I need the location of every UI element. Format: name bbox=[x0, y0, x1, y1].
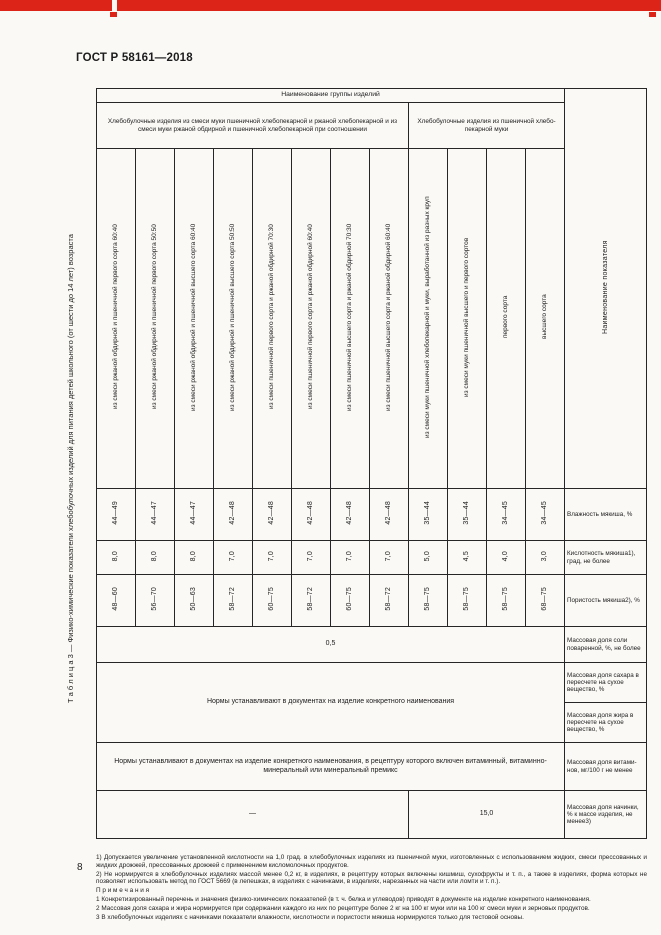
row-label-cell: Массовая доля соли поваренной, %, не более bbox=[565, 627, 647, 663]
row-label-cell: Пористость мякиша2), % bbox=[565, 575, 647, 627]
value-cell: 35—44 bbox=[409, 489, 448, 541]
physico-chemical-indicators-table bbox=[96, 88, 647, 839]
value-cell: 58—75 bbox=[487, 575, 526, 627]
value-cell: 58—72 bbox=[214, 575, 253, 627]
value-cell: 7,0 bbox=[253, 541, 292, 575]
value-cell: 7,0 bbox=[370, 541, 409, 575]
value-cell: 42—48 bbox=[370, 489, 409, 541]
merged-value-cell: 0,5 bbox=[97, 627, 565, 663]
value-cell: 42—48 bbox=[292, 489, 331, 541]
value-cell: 42—48 bbox=[331, 489, 370, 541]
column-header-cell: из смеси муки пшеничной хлебопекарной и муки, выработанной из разных круп bbox=[409, 149, 448, 489]
value-cell: 44—49 bbox=[97, 489, 136, 541]
value-cell: 58—72 bbox=[292, 575, 331, 627]
value-cell: 34—45 bbox=[526, 489, 565, 541]
document-header: ГОСТ Р 58161—2018 bbox=[76, 52, 193, 64]
column-header-cell: из смеси пшеничной первого сорта и ржаной обдирной 70:30 bbox=[253, 149, 292, 489]
value-cell: 8,0 bbox=[136, 541, 175, 575]
note-line: П р и м е ч а н и я bbox=[96, 887, 150, 895]
note-line: 2) Не нормируется в хлебобулочных изделиях массой менее 0,2 кг, в изделиях, в рецептуру которых включены кишмиш, сухофрукты и т. п., а также в изделиях, форма которых не позволяет использовать метод по ГОСТ 5669 (в лепешках, в изделиях с начинками, в изделиях, нарезанных на части или ломти и т. п.). bbox=[96, 870, 647, 886]
value-cell: 4,0 bbox=[487, 541, 526, 575]
column-header-cell: первого сорта bbox=[487, 149, 526, 489]
value-cell: 58—75 bbox=[448, 575, 487, 627]
column-header-cell: из смеси ржаной обдирной и пшеничной первого сорта 50:50 bbox=[136, 149, 175, 489]
merged-norm-cell: Нормы устанавливают в документах на изделие конкретного наименования, в рецептуру которого включен витаминный, витаминно-минеральный или минеральный премикс bbox=[97, 743, 565, 791]
merged-norm-cell: Нормы устанавливают в документах на изделие конкретного наименования bbox=[97, 663, 565, 743]
column-header-cell: из смеси ржаной обдирной и пшеничной высшего сорта 50:50 bbox=[214, 149, 253, 489]
stub-header-text: Наименование показателя bbox=[601, 240, 609, 335]
row-label-cell: Влажность мякиша, % bbox=[565, 489, 647, 541]
value-cell: 4,5 bbox=[448, 541, 487, 575]
merged-value-cell: — bbox=[97, 791, 409, 839]
row-label-cell: Массовая доля начинки, % к массе изделия, не менее3) bbox=[565, 791, 647, 839]
value-cell: 7,0 bbox=[292, 541, 331, 575]
value-cell: 60—75 bbox=[253, 575, 292, 627]
column-header-cell: из смеси ржаной обдирной и пшеничной первого сорта 60:40 bbox=[97, 149, 136, 489]
value-cell: 42—48 bbox=[214, 489, 253, 541]
red-top-bar-left bbox=[0, 0, 112, 11]
value-cell: 44—47 bbox=[175, 489, 214, 541]
note-line: 1) Допускается увеличение установленной кислотности на 1,0 град. в хлебобулочных изделиях из пшеничной муки, изготовленных с использованием жидких, смеси прессованных и жидких дрожжей, прессованных дрожжей с применением кисломолочных продуктов. bbox=[96, 854, 647, 869]
value-cell: 58—72 bbox=[370, 575, 409, 627]
value-cell: 56—70 bbox=[136, 575, 175, 627]
column-header-cell: из смеси ржаной обдирной и пшеничной высшего сорта 60:40 bbox=[175, 149, 214, 489]
value-cell: 8,0 bbox=[175, 541, 214, 575]
value-cell: 7,0 bbox=[214, 541, 253, 575]
column-header-cell: из смеси пшеничной высшего сорта и ржаной обдирной 60:40 bbox=[370, 149, 409, 489]
red-registration-mark bbox=[110, 12, 117, 17]
product-group-cell: Хлебобулочные изделия из пшеничной хлебопекарной муки bbox=[409, 103, 565, 149]
value-cell: 34—45 bbox=[487, 489, 526, 541]
column-header-cell: из смеси пшеничной первого сорта и ржаной обдирной 60:40 bbox=[292, 149, 331, 489]
product-group-cell: Хлебобулочные изделия из смеси муки пшеничной хлебопекарной и ржаной хлебопекарной и из смеси муки ржаной обдирной и пшеничной хлебопекарной при соотношении bbox=[97, 103, 409, 149]
value-cell: 60—75 bbox=[331, 575, 370, 627]
column-header-cell: высшего сорта bbox=[526, 149, 565, 489]
page-number: 8 bbox=[77, 862, 83, 873]
note-line: 2 Массовая доля сахара и жира нормируется при содержании каждого из них по рецептуре более 2 кг на 100 кг муки или на 100 кг смеси муки и зерновых продуктов. bbox=[96, 904, 590, 912]
red-top-bar-right bbox=[117, 0, 661, 11]
note-line: 3 В хлебобулочных изделиях с начинками показатели влажности, кислотности и пористости мякиша нормируются только для тестовой основы. bbox=[96, 913, 524, 921]
value-cell: 3,0 bbox=[526, 541, 565, 575]
value-cell: 58—75 bbox=[409, 575, 448, 627]
value-cell: 35—44 bbox=[448, 489, 487, 541]
value-cell: 7,0 bbox=[331, 541, 370, 575]
row-label-cell: Массовая доля сахара в пересчете на сухое вещество, % bbox=[565, 663, 647, 703]
note-line: 1 Конкретизированный перечень и значения физико-химических показателей (в т. ч. белка и углеводов) приводят в документе на изделие конкретного наименования. bbox=[96, 896, 591, 904]
value-cell: 50—63 bbox=[175, 575, 214, 627]
row-label-cell: Массовая доля витаминов, мг/100 г не менее bbox=[565, 743, 647, 791]
red-registration-mark bbox=[649, 12, 656, 17]
value-cell: 68—75 bbox=[526, 575, 565, 627]
value-cell: 44—47 bbox=[136, 489, 175, 541]
footnotes bbox=[96, 854, 647, 923]
value-cell: 48—60 bbox=[97, 575, 136, 627]
value-cell: 8,0 bbox=[97, 541, 136, 575]
merged-value-cell: 15,0 bbox=[409, 791, 565, 839]
group-header-cell: Наименование группы изделий bbox=[97, 89, 565, 103]
value-cell: 5,0 bbox=[409, 541, 448, 575]
row-label-cell: Кислотность мякиша1), град, не более bbox=[565, 541, 647, 575]
column-header-cell: из смеси пшеничной высшего сорта и ржаной обдирной 70:30 bbox=[331, 149, 370, 489]
column-header-cell: из смеси муки пшеничной высшего и первого сортов bbox=[448, 149, 487, 489]
value-cell: 42—48 bbox=[253, 489, 292, 541]
table-title: Т а б л и ц а 3 — Физико-химические показатели хлебобулочных изделий для питания детей школьного (от шести до 14 лет) возраста bbox=[66, 234, 75, 704]
row-label-cell: Массовая доля жира в пересчете на сухое вещество, % bbox=[565, 703, 647, 743]
stub-header-cell bbox=[565, 89, 647, 489]
